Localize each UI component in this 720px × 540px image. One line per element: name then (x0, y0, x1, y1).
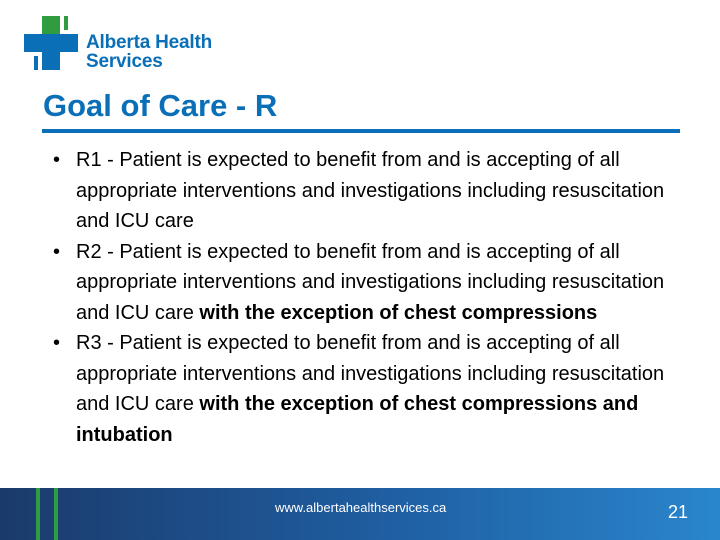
footer-stripe (54, 488, 58, 540)
page-number: 21 (667, 502, 688, 522)
logo-wordmark (86, 33, 212, 71)
bullet-item (43, 328, 683, 450)
footer-stripe (36, 488, 40, 540)
footer-bar (0, 488, 720, 540)
footer-stripes (36, 488, 62, 540)
bullet-item (43, 237, 683, 329)
bullet-dot-icon: • (53, 149, 61, 171)
logo-line-1: Alberta Health (86, 32, 213, 53)
bullet-item (43, 145, 683, 237)
bullet-bold-text: with the exception of chest compressions (199, 301, 598, 324)
bullet-dot-icon: • (53, 240, 61, 263)
ahs-logo (24, 16, 224, 72)
bullet-list (43, 145, 683, 450)
bullet-dot-icon: • (53, 332, 61, 354)
footer-url: www.albertahealthservices.ca (275, 500, 447, 515)
bullet-text: R3 - Patient is expected to benefit from and is accepting of all appropriate interventions and investigations including resuscitation and ICU care (76, 332, 665, 415)
bullet-bold-text: with the exception of chest compressions and intubation (76, 393, 639, 446)
title-divider (42, 129, 680, 133)
bullet-text: R2 - Patient is expected to benefit from and is accepting of all appropriate interventions and investigations including resuscitation and ICU care (76, 240, 665, 324)
bullet-text: R1 - Patient is expected to benefit from and is accepting of all appropriate interventions and investigations including resuscitation and ICU care (76, 149, 665, 232)
logo-line-2: Services (86, 51, 163, 72)
slide-title: Goal of Care - R (43, 88, 278, 123)
ahs-cross-logo-icon (24, 16, 82, 72)
